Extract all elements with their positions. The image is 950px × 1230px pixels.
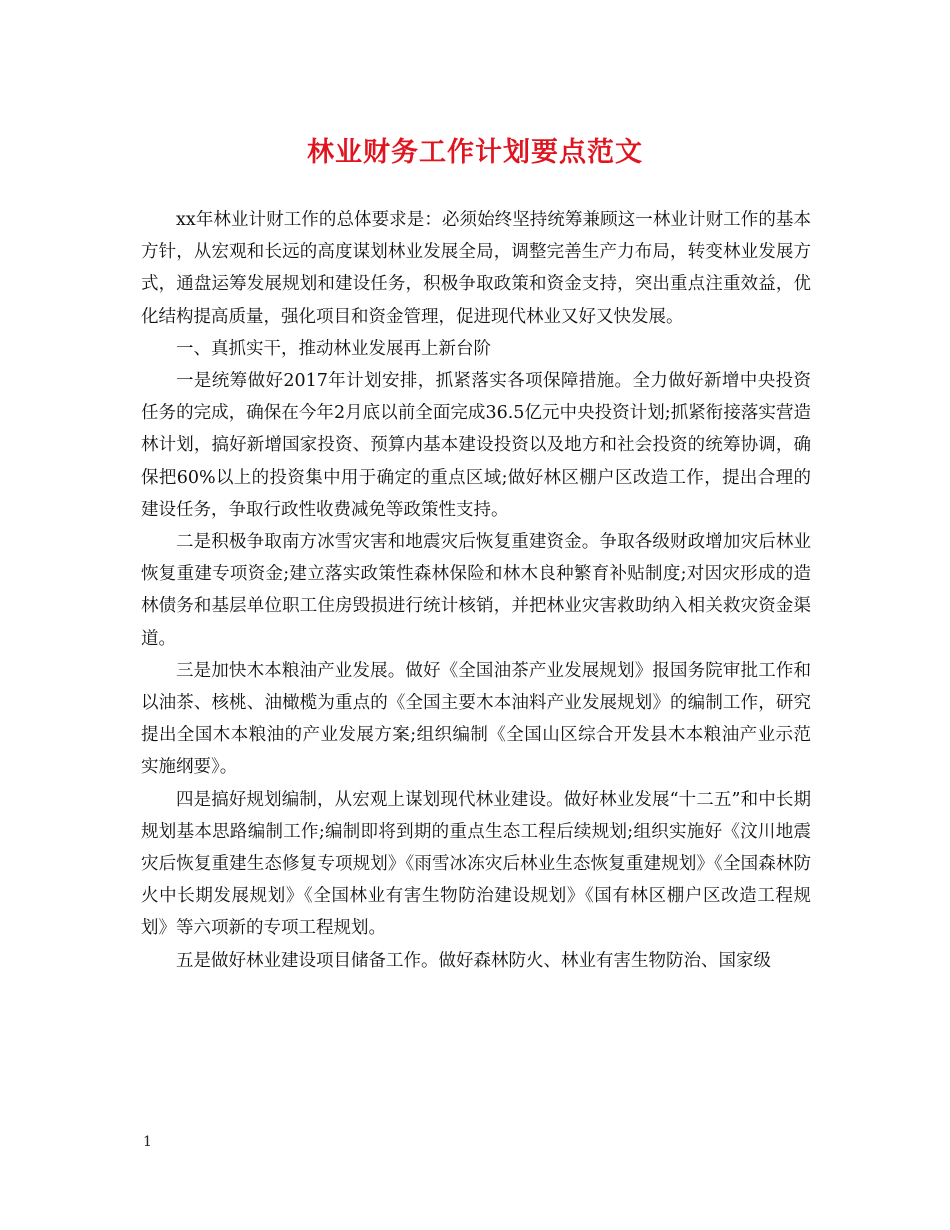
paragraph-item-1: 一是统筹做好2017年计划安排，抓紧落实各项保障措施。全力做好新增中央投资任务的完成，确保在今年2月底以前全面完成36.5亿元中央投资计划;抓紧衔接落实营造林计划，搞好新增国家投资、预算内基本建设投资以及地方和社会投资的统筹协调，确保把60%以上的投资集中用于确定的重点区域;做好林区棚户区改造工作，提出合理的建设任务，争取行政性收费减免等政策性支持。 [141,371,811,520]
paragraph-item-4: 四是搞好规划编制，从宏观上谋划现代林业建设。做好林业发展“十二五”和中长期规划基本思路编制工作;编制即将到期的重点生态工程后续规划;组织实施好《汶川地震灾后恢复重建生态修复专项规划》《雨雪冰冻灾后林业生态恢复重建规划》《全国森林防火中长期发展规划》《全国林业有害生物防治建设规划》《国有林区棚户区改造工程规划》等六项新的专项工程规划。 [141,789,811,939]
page-number: 1 [143,1134,152,1150]
document-body [141,204,811,977]
paragraph-item-2: 二是积极争取南方冰雪灾害和地震灾后恢复重建资金。争取各级财政增加灾后林业恢复重建专项资金;建立落实政策性森林保险和林木良种繁育补贴制度;对因灾形成的造林债务和基层单位职工住房毁损进行统计核销，并把林业灾害救助纳入相关救灾资金渠道。 [141,532,811,649]
paragraph-item-5: 五是做好林业建设项目储备工作。做好森林防火、林业有害生物防治、国家级 [176,950,771,971]
document-title: 林业财务工作计划要点范文 [307,137,643,168]
section-heading-1: 一、真抓实干，推动林业发展再上新台阶 [176,338,491,359]
paragraph-overall-requirements: xx年林业计财工作的总体要求是：必须始终坚持统筹兼顾这一林业计财工作的基本方针，从宏观和长远的高度谋划林业发展全局，调整完善生产力布局，转变林业发展方式，通盘运筹发展规划和建设任务，积极争取政策和资金支持，突出重点注重效益，优化结构提高质量，强化项目和资金管理，促进现代林业又好又快发展。 [141,210,811,327]
paragraph-item-3: 三是加快木本粮油产业发展。做好《全国油茶产业发展规划》报国务院审批工作和以油茶、核桃、油橄榄为重点的《全国主要木本油料产业发展规划》的编制工作，研究提出全国木本粮油的产业发展方案;组织编制《全国山区综合开发县木本粮油产业示范实施纲要》。 [141,660,811,778]
